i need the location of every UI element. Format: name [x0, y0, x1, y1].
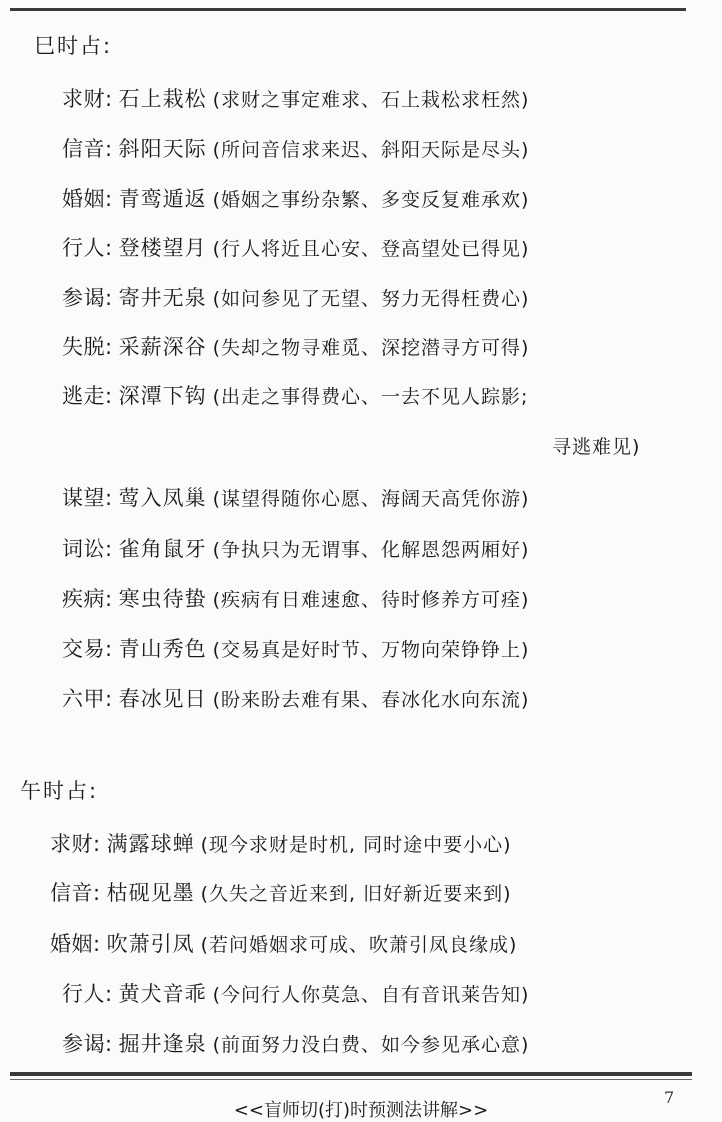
- entry-title: 春冰见日: [118, 687, 207, 711]
- entry-desc: (疾病有日难速愈、待时修养方可痊): [212, 589, 530, 611]
- entry-key: 行人:: [62, 236, 113, 260]
- entry-row: [62, 533, 529, 563]
- entry-title: 青山秀色: [118, 637, 207, 661]
- entry-desc: (现今求财是时机, 同时途中要小心): [200, 834, 512, 856]
- entry-row: [62, 232, 529, 262]
- entry-title: 青鸾遁返: [118, 187, 207, 211]
- entry-title: 莺入凤巢: [118, 486, 207, 510]
- entry-desc-continuation: 寻逃难见): [552, 436, 641, 458]
- entry-key: 疾病:: [62, 587, 113, 611]
- entry-key: 求财:: [50, 832, 101, 856]
- entry-row: [50, 877, 511, 907]
- entry-title: 枯砚见墨: [106, 881, 195, 905]
- entry-title: 吹萧引凤: [106, 932, 195, 956]
- entry-desc: (若问婚姻求可成、吹萧引凤良缘成): [200, 934, 518, 956]
- entry-row: [62, 331, 529, 361]
- entry-desc: (所问音信求来迟、斜阳天际是尽头): [212, 139, 530, 161]
- entry-title: 登楼望月: [118, 236, 207, 260]
- page-number: 7: [664, 1088, 675, 1107]
- entry-key: 交易:: [62, 637, 113, 661]
- entry-key: 六甲:: [62, 687, 113, 711]
- entry-row: [50, 928, 517, 958]
- entry-row: [62, 633, 529, 663]
- section-heading-wu: 午时占:: [20, 779, 99, 803]
- top-rule: [10, 8, 686, 11]
- entry-row: [62, 133, 529, 163]
- entry-row: [62, 583, 529, 613]
- entry-key: 婚姻:: [50, 932, 101, 956]
- entry-title: 寒虫待蛰: [118, 587, 207, 611]
- entry-key: 参谒:: [62, 1032, 113, 1056]
- entry-key: 失脱:: [62, 335, 113, 359]
- entry-desc: (今问行人你莫急、自有音讯莱告知): [212, 984, 530, 1006]
- entry-desc: (谋望得随你心愿、海阔天高凭你游): [212, 488, 530, 510]
- entry-row: [62, 482, 529, 512]
- entry-row: [62, 1028, 529, 1058]
- entry-key: 谋望:: [62, 486, 113, 510]
- entry-desc: (出走之事得费心、一去不见人踪影;: [212, 386, 529, 408]
- entry-row: [62, 683, 529, 713]
- entry-title: 石上栽松: [118, 87, 207, 111]
- entry-title: 斜阳天际: [118, 137, 207, 161]
- entry-desc: (交易真是好时节、万物向荣铮铮上): [212, 639, 530, 661]
- entry-desc: (行人将近且心安、登高望处已得见): [212, 238, 530, 260]
- entry-desc: (失却之物寻难觅、深挖潜寻方可得): [212, 337, 530, 359]
- section-heading-si: 巳时占:: [34, 34, 113, 58]
- footer-title: <<盲师切(打)时预测法讲解>>: [233, 1100, 489, 1121]
- entry-desc: (求财之事定难求、石上栽松求枉然): [212, 89, 530, 111]
- entry-key: 参谒:: [62, 286, 113, 310]
- bottom-rule: [10, 1072, 692, 1080]
- entry-desc: (如问参见了无望、努力无得枉费心): [212, 288, 530, 310]
- entry-desc: (前面努力没白费、如今参见承心意): [212, 1034, 530, 1056]
- entry-key: 婚姻:: [62, 187, 113, 211]
- entry-key: 词讼:: [62, 537, 113, 561]
- entry-title: 采薪深谷: [118, 335, 207, 359]
- entry-row: [62, 380, 528, 410]
- entry-title: 满露球蝉: [106, 832, 195, 856]
- entry-title: 掘井逢泉: [118, 1032, 207, 1056]
- entry-row: [62, 282, 529, 312]
- entry-desc: (久失之音近来到, 旧好新近要来到): [200, 883, 512, 905]
- entry-title: 黄犬音乖: [118, 982, 207, 1006]
- entry-title: 雀角鼠牙: [118, 537, 207, 561]
- entry-desc: (婚姻之事纷杂繁、多变反复难承欢): [212, 189, 530, 211]
- entry-key: 信音:: [62, 137, 113, 161]
- entry-key: 逃走:: [62, 384, 113, 408]
- entry-title: 寄井无泉: [118, 286, 207, 310]
- entry-key: 行人:: [62, 982, 113, 1006]
- entry-key: 求财:: [62, 87, 113, 111]
- entry-title: 深潭下钩: [118, 384, 207, 408]
- entry-row: [50, 828, 511, 858]
- entry-row: [62, 83, 529, 113]
- entry-desc: (争执只为无谓事、化解恩怨两厢好): [212, 539, 530, 561]
- entry-desc: (盼来盼去难有果、春冰化水向东流): [212, 689, 530, 711]
- entry-row: [62, 183, 529, 213]
- entry-key: 信音:: [50, 881, 101, 905]
- entry-row: [62, 978, 529, 1008]
